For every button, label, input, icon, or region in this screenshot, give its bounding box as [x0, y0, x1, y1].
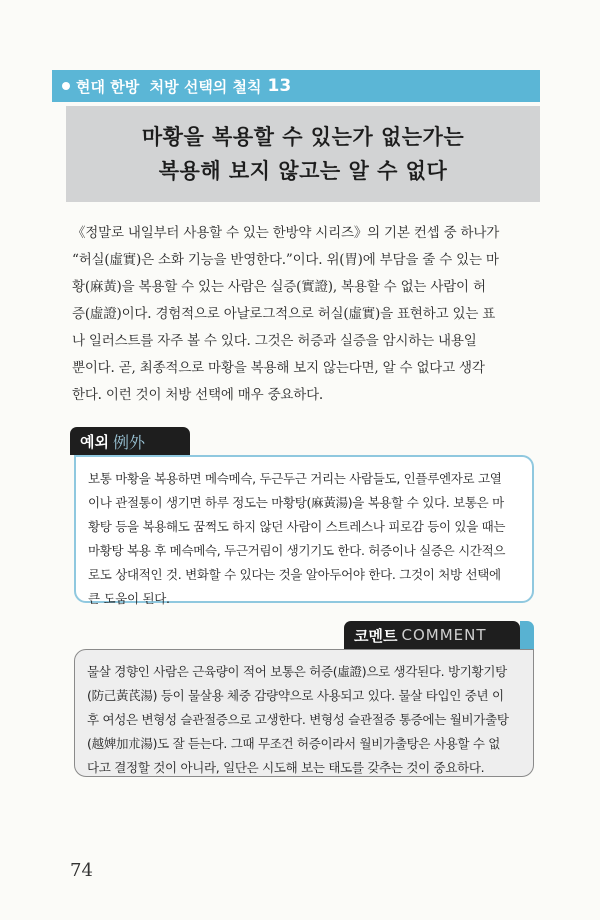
comment-line: 물살 경향인 사람은 근육량이 적어 보통은 허증(虛證)으로 생각된다. 방기황기탕 — [87, 664, 507, 679]
comment-label: 코멘트 — [354, 626, 398, 645]
exception-line: 보통 마황을 복용하면 메슥메슥, 두근두근 거리는 사람들도, 인플루엔자로 고열 — [88, 471, 502, 486]
comment-label-en: COMMENT — [401, 626, 487, 644]
body-line: 황(麻黃)을 복용할 수 있는 사람은 실증(實證), 복용할 수 없는 사람이 허 — [72, 279, 486, 295]
page-number: 74 — [70, 860, 93, 881]
exception-line: 큰 도움이 된다. — [88, 591, 170, 606]
body-line: 증(虛證)이다. 경험적으로 아날로그적으로 허실(虛實)을 표현하고 있는 표 — [72, 306, 496, 322]
comment-line: 다고 결정할 것이 아니라, 일단은 시도해 보는 태도를 갖추는 것이 중요하다. — [87, 760, 485, 775]
comment-tab-accent — [520, 621, 534, 649]
body-line: 《정말로 내일부터 사용할 수 있는 한방약 시리즈》의 기본 컨셉 중 하나가 — [72, 225, 500, 241]
section-header-label: 현대 한방 처방 선택의 철칙 — [76, 77, 262, 96]
title-box — [66, 106, 540, 202]
comment-line: 후 여성은 변형성 슬관절증으로 고생한다. 변형성 슬관절증 통증에는 월비가출탕 — [87, 712, 509, 727]
body-paragraph — [72, 220, 540, 409]
body-line: “허실(虛實)은 소화 기능을 반영한다.”이다. 위(胃)에 부담을 줄 수 있는 마 — [72, 252, 499, 268]
exception-hanja: 例外 — [112, 432, 145, 452]
body-line: 뿐이다. 곧, 최종적으로 마황을 복용해 보지 않는다면, 알 수 없다고 생각 — [72, 360, 485, 376]
exception-line: 황탕 등을 복용해도 꿈쩍도 하지 않던 사람이 스트레스나 피로감 등이 있을 때는 — [88, 519, 506, 534]
body-line: 나 일러스트를 자주 볼 수 있다. 그것은 허증과 실증을 암시하는 내용일 — [72, 333, 477, 349]
comment-box — [74, 649, 534, 777]
bullet-icon — [62, 82, 70, 90]
exception-tab — [70, 427, 190, 455]
exception-line: 마황탕 복용 후 메슥메슥, 두근거림이 생기기도 한다. 허증이나 실증은 시간적으 — [88, 543, 506, 558]
exception-line: 로도 상대적인 것. 변화할 수 있다는 것을 알아두어야 한다. 그것이 처방 선택에 — [88, 567, 501, 582]
comment-tab — [344, 621, 520, 649]
exception-line: 이나 관절통이 생기면 하루 정도는 마황탕(麻黃湯)을 복용할 수 있다. 보통은 마 — [88, 495, 504, 510]
section-number: 13 — [267, 76, 292, 96]
body-line: 한다. 이런 것이 처방 선택에 매우 중요하다. — [72, 387, 324, 403]
exception-box — [74, 455, 534, 606]
exception-label: 예외 — [80, 432, 109, 451]
title-line-2: 복용해 보지 않고는 알 수 없다 — [158, 159, 448, 183]
comment-line: (越婢加朮湯)도 잘 듣는다. 그때 무조건 허증이라서 월비가출탕은 사용할 수 없 — [87, 736, 501, 751]
title-line-1: 마황을 복용할 수 있는가 없는가는 — [141, 125, 465, 149]
comment-line: (防己黃芪湯) 등이 물살용 체중 감량약으로 사용되고 있다. 물살 타입인 중년 이 — [87, 688, 504, 703]
section-header — [52, 70, 540, 102]
